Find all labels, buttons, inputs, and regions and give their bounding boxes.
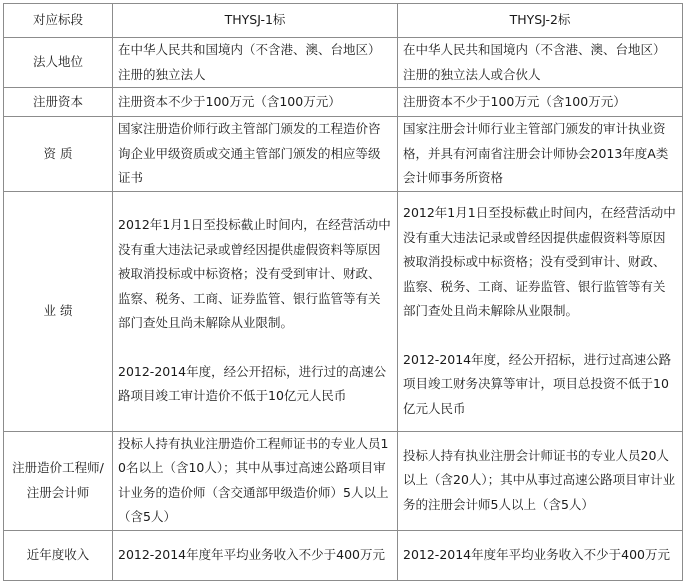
lot-2-annual-revenue <box>398 530 683 580</box>
cell-text: 2012年1月1日至投标截止时间内，在经营活动中没有重大违法记录或曾经因提供虚假资料等原因被取消投标或中标资格；没有受到审计、财政、监察、税务、工商、证券监管、银行监管等有关部门查处且尚未解除从业限制。 <box>118 217 391 331</box>
lot-2-certified-staff <box>398 431 683 530</box>
lot-2-registered-capital <box>398 88 683 117</box>
lot-1-registered-capital <box>113 88 398 117</box>
table-row <box>4 530 683 580</box>
row-label-annual-revenue: 近年度收入 <box>4 530 113 580</box>
table-row <box>4 88 683 117</box>
table-row <box>4 38 683 88</box>
header-lot-1: THYSJ-1标 <box>113 4 398 38</box>
lot-2-legal-status <box>398 38 683 88</box>
cell-text: 投标人持有执业注册造价工程师证书的专业人员10名以上（含10人）；其中从事过高速公路项目审计业务的造价师（含交通部甲级造价师）5人以上（含5人） <box>118 435 389 524</box>
cell-text: 投标人持有执业注册会计师证书的专业人员20人以上（含20人）；其中从事过高速公路项目审计业务的注册会计师5人以上（含5人） <box>403 447 676 512</box>
table-row <box>4 191 683 431</box>
header-lot-2: THYSJ-2标 <box>398 4 683 38</box>
requirements-table <box>3 3 683 581</box>
lot-1-performance <box>113 191 398 431</box>
cell-text: 2012-2014年度年平均业务收入不少于400万元 <box>403 546 670 562</box>
table-row <box>4 117 683 192</box>
lot-2-performance <box>398 191 683 431</box>
lot-1-legal-status <box>113 38 398 88</box>
row-label-registered-capital: 注册资本 <box>4 88 113 117</box>
cell-text: 国家注册造价师行政主管部门颁发的工程造价咨询企业甲级资质或交通主管部门颁发的相应等级证书 <box>118 121 381 185</box>
cell-text: 2012年1月1日至投标截止时间内，在经营活动中没有重大违法记录或曾经因提供虚假资料等原因被取消投标或中标资格；没有受到审计、财政、监察、税务、工商、证券监管、银行监管等有关部门查处且尚未解除从业限制。 <box>403 205 676 318</box>
cell-text: 在中华人民共和国境内（不含港、澳、台地区）注册的独立法人或合伙人 <box>403 42 666 82</box>
cell-text: 在中华人民共和国境内（不含港、澳、台地区）注册的独立法人 <box>118 42 381 82</box>
lot-2-qualification <box>398 117 683 192</box>
cell-text: 注册资本不少于100万元（含100万元） <box>118 93 341 109</box>
cell-text: 2012-2014年度，经公开招标，进行过高速公路项目竣工财务决算等审计，项目总投资不低于10亿元人民币 <box>403 351 672 416</box>
lot-1-qualification <box>113 117 398 192</box>
header-item: 对应标段 <box>4 4 113 38</box>
table-header-row <box>4 4 683 38</box>
row-label-performance: 业 绩 <box>4 191 113 431</box>
cell-text: 国家注册会计师行业主管部门颁发的审计执业资格，并具有河南省注册会计师协会2013年度A类会计师事务所资格 <box>403 121 669 185</box>
lot-1-annual-revenue <box>113 530 398 580</box>
lot-1-certified-staff <box>113 431 398 530</box>
cell-text: 2012-2014年度，经公开招标，进行过的高速公路项目竣工审计造价不低于10亿元人民币 <box>118 363 387 404</box>
table-row <box>4 431 683 530</box>
row-label-legal-status: 法人地位 <box>4 38 113 88</box>
row-label-certified-staff: 注册造价工程师/注册会计师 <box>4 431 113 530</box>
cell-text: 注册资本不少于100万元（含100万元） <box>403 93 626 109</box>
row-label-qualification: 资 质 <box>4 117 113 192</box>
cell-text: 2012-2014年度年平均业务收入不少于400万元 <box>118 546 385 562</box>
